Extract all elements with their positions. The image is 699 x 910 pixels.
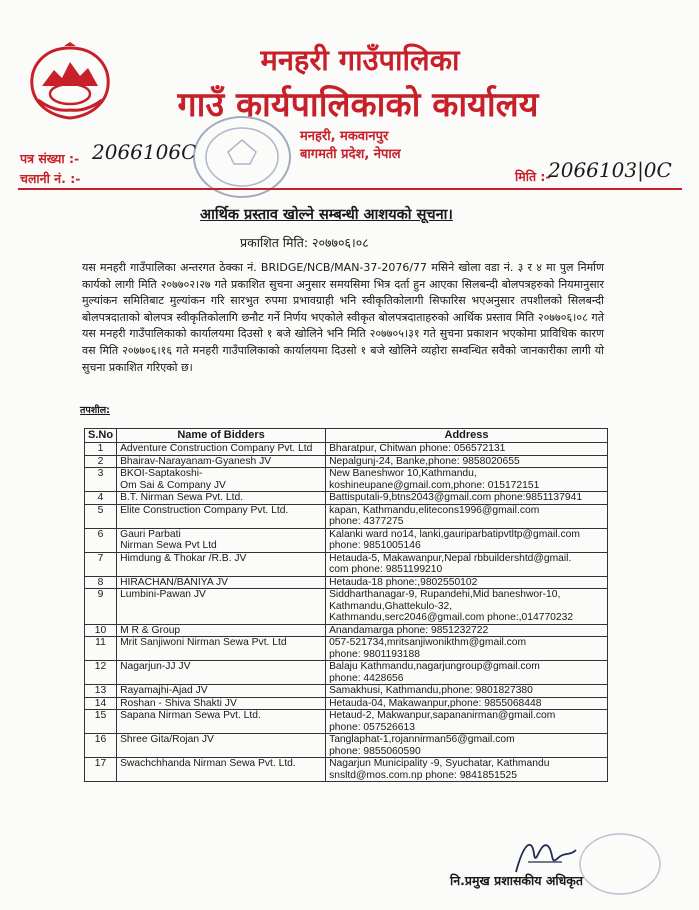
details-label: तपशील: [80, 405, 110, 416]
table-row [85, 589, 608, 625]
bidder-name-cell: M R & Group [117, 624, 326, 637]
column-header-sno: S.No [85, 429, 117, 443]
bidder-name-cell: Swachchhanda Nirman Sewa Pvt. Ltd. [117, 758, 326, 782]
date-value: 2066103|0C [548, 158, 672, 182]
dispatch-label: चलानी नं. :- [20, 171, 81, 186]
sno-cell: 1 [85, 443, 117, 456]
bidder-name-cell: Elite Construction Company Pvt. Ltd. [117, 504, 326, 528]
table-row [85, 697, 608, 710]
table-row [85, 661, 608, 685]
office-name: गाउँ कार्यपालिकाको कार्यालय [177, 85, 539, 125]
sno-cell: 5 [85, 504, 117, 528]
sno-cell: 15 [85, 710, 117, 734]
bidder-address-cell: Siddharthanagar-9, Rupandehi,Mid baneshwor-10, Kathmandu,Ghattekulo-32, Kathmandu,serc2046@gmail.com phone:,014770232 [326, 589, 608, 625]
signatory-title: नि.प्रमुख प्रशासकीय अधिकृत [450, 873, 584, 888]
bidder-name-cell: Bhairav-Narayanam-Gyanesh JV [117, 455, 326, 468]
bidder-address-cell: Nepalgunj-24, Banke,phone: 9858020655 [326, 455, 608, 468]
org-name: मनहरी गाउँपालिका [260, 43, 460, 77]
bidder-address-cell: Balaju Kathmandu,nagarjungroup@gmail.com phone: 4428656 [326, 661, 608, 685]
column-header-name: Name of Bidders [117, 429, 326, 443]
table-row [85, 468, 608, 492]
sno-cell: 4 [85, 492, 117, 505]
table-row [85, 492, 608, 505]
letterhead-divider [18, 188, 682, 190]
date-label: मिति :- [515, 169, 551, 184]
bidder-address-cell: 057-521734,mritsanjiwonikthm@gmail.com phone: 9801193188 [326, 637, 608, 661]
table-row [85, 504, 608, 528]
sno-cell: 14 [85, 697, 117, 710]
nepal-emblem-icon [24, 42, 116, 122]
signature-seal-icon [575, 826, 665, 896]
bidder-name-cell: Mrit Sanjiwoni Nirman Sewa Pvt. Ltd [117, 637, 326, 661]
bidder-name-cell: HIRACHAN/BANIYA JV [117, 576, 326, 589]
table-row [85, 734, 608, 758]
sno-cell: 6 [85, 528, 117, 552]
bidder-name-cell: Nagarjun-JJ JV [117, 661, 326, 685]
table-row [85, 552, 608, 576]
table-row [85, 624, 608, 637]
bidder-name-cell: BKOI-Saptakoshi- Om Sai & Company JV [117, 468, 326, 492]
bidder-address-cell: Hetauda-18 phone:,9802550102 [326, 576, 608, 589]
bidder-address-cell: New Baneshwor 10,Kathmandu, koshineupane@gmail.com,phone: 015172151 [326, 468, 608, 492]
bidder-address-cell: Hetauda-04, Makawanpur,phone: 9855068448 [326, 697, 608, 710]
bidder-address-cell: Nagarjun Municipality -9, Syuchatar, Kathmandu snsltd@mos.com.np phone: 9841851525 [326, 758, 608, 782]
bidder-address-cell: Tanglaphat-1,rojannirman56@gmail.com phone: 9855060590 [326, 734, 608, 758]
sno-cell: 8 [85, 576, 117, 589]
table-row [85, 528, 608, 552]
published-date: प्रकाशित मिति: २०७७०६।०८ [240, 235, 369, 250]
bidder-name-cell: Adventure Construction Company Pvt. Ltd [117, 443, 326, 456]
table-row [85, 443, 608, 456]
bidder-address-cell: Samakhusi, Kathmandu,phone: 9801827380 [326, 685, 608, 698]
table-row [85, 576, 608, 589]
table-row [85, 758, 608, 782]
table-row [85, 710, 608, 734]
sno-cell: 2 [85, 455, 117, 468]
bidder-address-cell: Bharatpur, Chitwan phone: 056572131 [326, 443, 608, 456]
bidder-name-cell: Gauri Parbati Nirman Sewa Pvt Ltd [117, 528, 326, 552]
bidder-name-cell: B.T. Nirman Sewa Pvt. Ltd. [117, 492, 326, 505]
notice-title: आर्थिक प्रस्ताव खोल्ने सम्बन्धी आशयको सूचना। [200, 207, 453, 223]
bidder-address-cell: Battisputali-9,btns2043@gmail.com phone:9851137941 [326, 492, 608, 505]
table-row [85, 455, 608, 468]
bidder-address-cell: Hetauda-5, Makawanpur,Nepal rbbuildershtd@gmail. com phone: 9851199210 [326, 552, 608, 576]
bidder-address-cell: kapan, Kathmandu,elitecons1996@gmail.com phone: 4377275 [326, 504, 608, 528]
bidder-name-cell: Lumbini-Pawan JV [117, 589, 326, 625]
table-row [85, 685, 608, 698]
reference-number: 2066106C [92, 140, 197, 164]
sno-cell: 7 [85, 552, 117, 576]
sno-cell: 17 [85, 758, 117, 782]
bidder-address-cell: Anandamarga phone: 9851232722 [326, 624, 608, 637]
sno-cell: 3 [85, 468, 117, 492]
bidder-name-cell: Rayamajhi-Ajad JV [117, 685, 326, 698]
sno-cell: 13 [85, 685, 117, 698]
sno-cell: 16 [85, 734, 117, 758]
sno-cell: 9 [85, 589, 117, 625]
bidder-name-cell: Himdung & Thokar /R.B. JV [117, 552, 326, 576]
reference-label: पत्र संख्या :- [20, 151, 80, 166]
bidder-name-cell: Roshan - Shiva Shakti JV [117, 697, 326, 710]
bidder-name-cell: Shree Gita/Rojan JV [117, 734, 326, 758]
sno-cell: 12 [85, 661, 117, 685]
sno-cell: 11 [85, 637, 117, 661]
column-header-address: Address [326, 429, 608, 443]
address-line-2: बागमती प्रदेश, नेपाल [300, 147, 401, 162]
bidders-table [84, 428, 608, 782]
notice-body: यस मनहरी गाउँपालिका अन्तरगत ठेक्का नं. BRIDGE/NCB/MAN-37-2076/77 मसिने खोला वडा नं. ३ र ४ मा पुल निर्माण कार्यको लागी मिति २०७७०२।२७ गते प्रकाशित सुचना अनुसार समयसिमा भित्र दर्ता हुन आएका सिलबन्दी बोलपत्रहरुको नियमानुसार मुल्यांकन समितिबाट मुल्यांकन गरि सारभुत रुपमा प्रभावग्राही भनि स्वीकृतिकोलागी सिफारिस भएअनुसार तपशीलको सिलबन्दी बोलपत्रदाताको बोलपत्र स्वीकृतिकोलागि छनौट गर्ने निर्णय भएकोले स्वीकृत बोलपत्रदाताहरुको आर्थिक प्रस्ताव मिति २०७७०६।०८ गते यस मनहरी गाउँपालिकाको कार्यालयमा दिउसो १ बजे खोलिने भनि मिति २०७७०५।३१ गते सुचना प्रकाशन भएकोमा प्राविधिक कारण वस मिति २०७७०६।१६ गते मनहरी गाउँपालिकाको कार्यालयमा दिउसो १ बजे खोलिने व्यहोरा सम्वन्धित सवैको जानकारीका लागी यो सुचना प्रकाशित गरिएको छ। [82, 261, 604, 374]
bidder-address-cell: Hetaud-2, Makwanpur,sapananirman@gmail.com phone: 057526613 [326, 710, 608, 734]
bidder-address-cell: Kalanki ward no14, lanki,gauriparbatipvtltp@gmail.com phone: 9851005146 [326, 528, 608, 552]
address-line-1: मनहरी, मकवानपुर [300, 129, 389, 144]
sno-cell: 10 [85, 624, 117, 637]
table-row [85, 637, 608, 661]
bidder-name-cell: Sapana Nirman Sewa Pvt. Ltd. [117, 710, 326, 734]
table-header-row [85, 429, 608, 443]
